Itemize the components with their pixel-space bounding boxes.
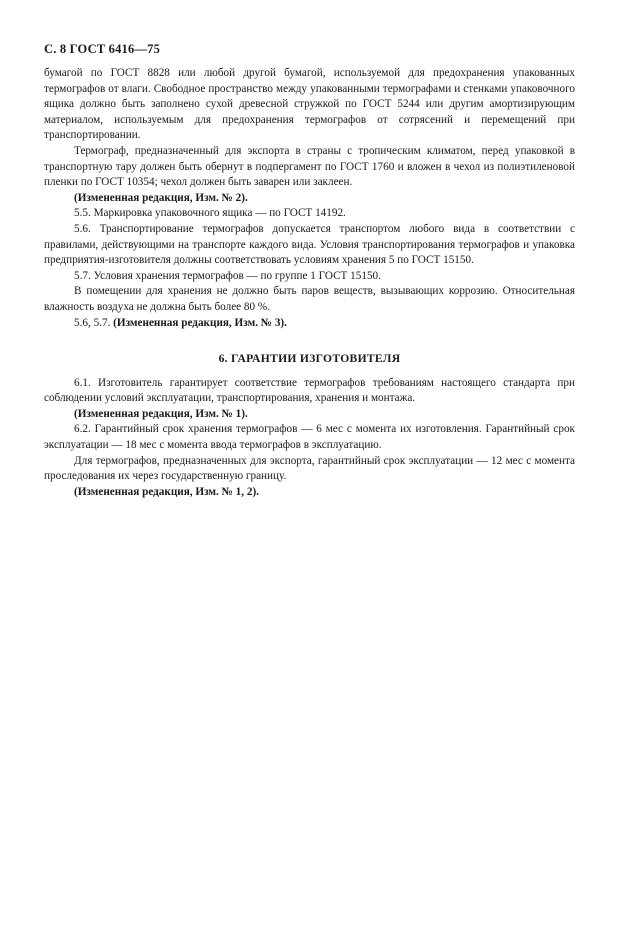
paragraph-storage-humidity: В помещении для хранения не должно быть паров веществ, вызывающих коррозию. Относительная влажность воздуха не должна быть более 80 %. bbox=[44, 285, 575, 313]
paragraph-5-7: 5.7. Условия хранения термографов — по группе 1 ГОСТ 15150. bbox=[74, 269, 381, 282]
paragraph-export-warranty: Для термографов, предназначенных для экспорта, гарантийный срок эксплуатации — 12 мес с момента проследования их через государственную границу. bbox=[44, 454, 575, 483]
document-body bbox=[44, 66, 575, 500]
clause-refs: 5.6, 5.7. bbox=[74, 316, 111, 329]
amendment-note: (Измененная редакция, Изм. № 1). bbox=[74, 407, 248, 420]
amendment-note: (Измененная редакция, Изм. № 1, 2). bbox=[74, 485, 259, 498]
paragraph-5-5: 5.5. Маркировка упаковочного ящика — по ГОСТ 14192. bbox=[74, 207, 346, 220]
paragraph-6-1: 6.1. Изготовитель гарантирует соответствие термографов требованиям настоящего стандарта при соблюдении условий эксплуатации, транспортирования, хранения и монтажа. bbox=[44, 376, 575, 405]
paragraph-6-2: 6.2. Гарантийный срок хранения термографов — 6 мес с момента их изготовления. Гарантийный срок эксплуатации — 18 мес с момента ввода термографов в эксплуатацию. bbox=[44, 423, 575, 452]
paragraph-tropical-export: Термограф, предназначенный для экспорта в страны с тропическим климатом, перед упаковкой в транспортную тару должен быть обернут в подпергамент по ГОСТ 1760 и вложен в чехол из полиэтиленовой пленки по ГОСТ 10354; чехол должен быть заварен или заклеен. bbox=[44, 144, 575, 189]
page-header: С. 8 ГОСТ 6416—75 bbox=[44, 42, 161, 56]
section-title: 6. ГАРАНТИИ ИЗГОТОВИТЕЛЯ bbox=[218, 352, 401, 366]
amendment-note: (Измененная редакция, Изм. № 2). bbox=[74, 191, 248, 204]
amendment-note: (Измененная редакция, Изм. № 3). bbox=[113, 316, 287, 329]
paragraph-packing-continued: бумагой по ГОСТ 8828 или любой другой бумагой, используемой для предохранения упакованных термографов от влаги. Свободное пространство между упакованными термографами и стенками упаковочного ящика должно быть заполнено сухой древесной стружкой по ГОСТ 5244 или другим амортизирующим материалом, используемым для предохранения термографов от сотрясений и перемещений при транспортировании. bbox=[44, 67, 575, 142]
paragraph-amend-5-6-5-7 bbox=[44, 316, 575, 332]
paragraph-5-6: 5.6. Транспортирование термографов допускается транспортом любого вида в соответствии с правилами, действующими на транспорте каждого вида. Условия транспортирования термографов и упаковка предприятия-изготовителя должны соответствовать условиям хранения 5 по ГОСТ 15150. bbox=[44, 222, 575, 267]
